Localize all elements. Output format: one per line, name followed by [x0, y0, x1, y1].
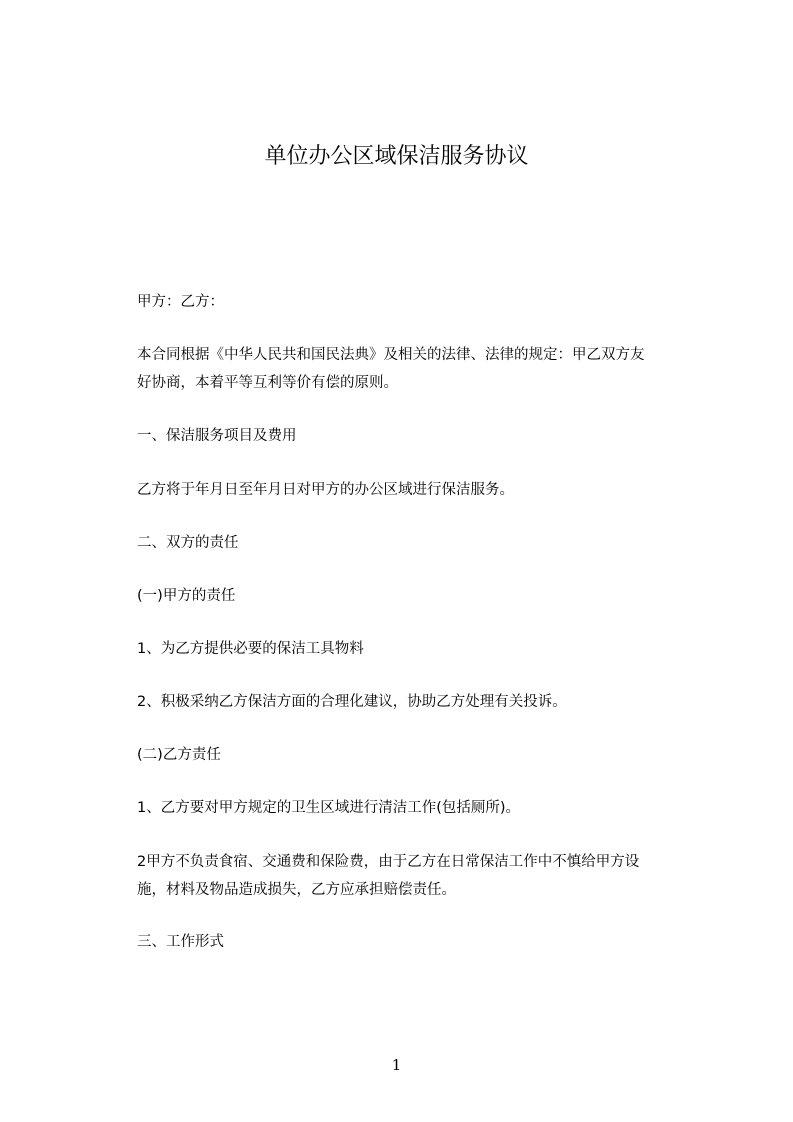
parties-line: 甲方：乙方： — [137, 294, 224, 310]
party-a-heading: (一)甲方的责任 — [137, 588, 236, 604]
page-number: 1 — [391, 1056, 402, 1074]
party-b-item-2-line-2: 施，材料及物品造成损失，乙方应承担赔偿责任。 — [137, 882, 456, 898]
party-b-item-1: 1、乙方要对甲方规定的卫生区域进行清洁工作(包括厕所)。 — [137, 800, 521, 816]
section-1-heading: 一、保洁服务项目及费用 — [137, 428, 297, 444]
section-2-heading: 二、双方的责任 — [137, 535, 239, 551]
party-a-item-2: 2、积极采纳乙方保洁方面的合理化建议，协助乙方处理有关投诉。 — [137, 694, 567, 710]
intro-line-1: 本合同根据《中华人民共和国民法典》及相关的法律、法律的规定：甲乙双方友 — [137, 347, 645, 363]
party-a-item-1: 1、为乙方提供必要的保洁工具物料 — [137, 641, 364, 657]
party-b-heading: (二)乙方责任 — [137, 747, 221, 763]
section-1-text: 乙方将于年月日至年月日对甲方的办公区域进行保洁服务。 — [137, 482, 514, 498]
intro-line-2: 好协商，本着平等互利等价有偿的原则。 — [137, 375, 398, 391]
document-title: 单位办公区域保洁服务协议 — [264, 144, 529, 169]
party-b-item-2-line-1: 2甲方不负责食宿、交通费和保险费，由于乙方在日常保洁工作中不慎给甲方设 — [137, 854, 640, 870]
section-3-heading: 三、工作形式 — [137, 934, 224, 950]
